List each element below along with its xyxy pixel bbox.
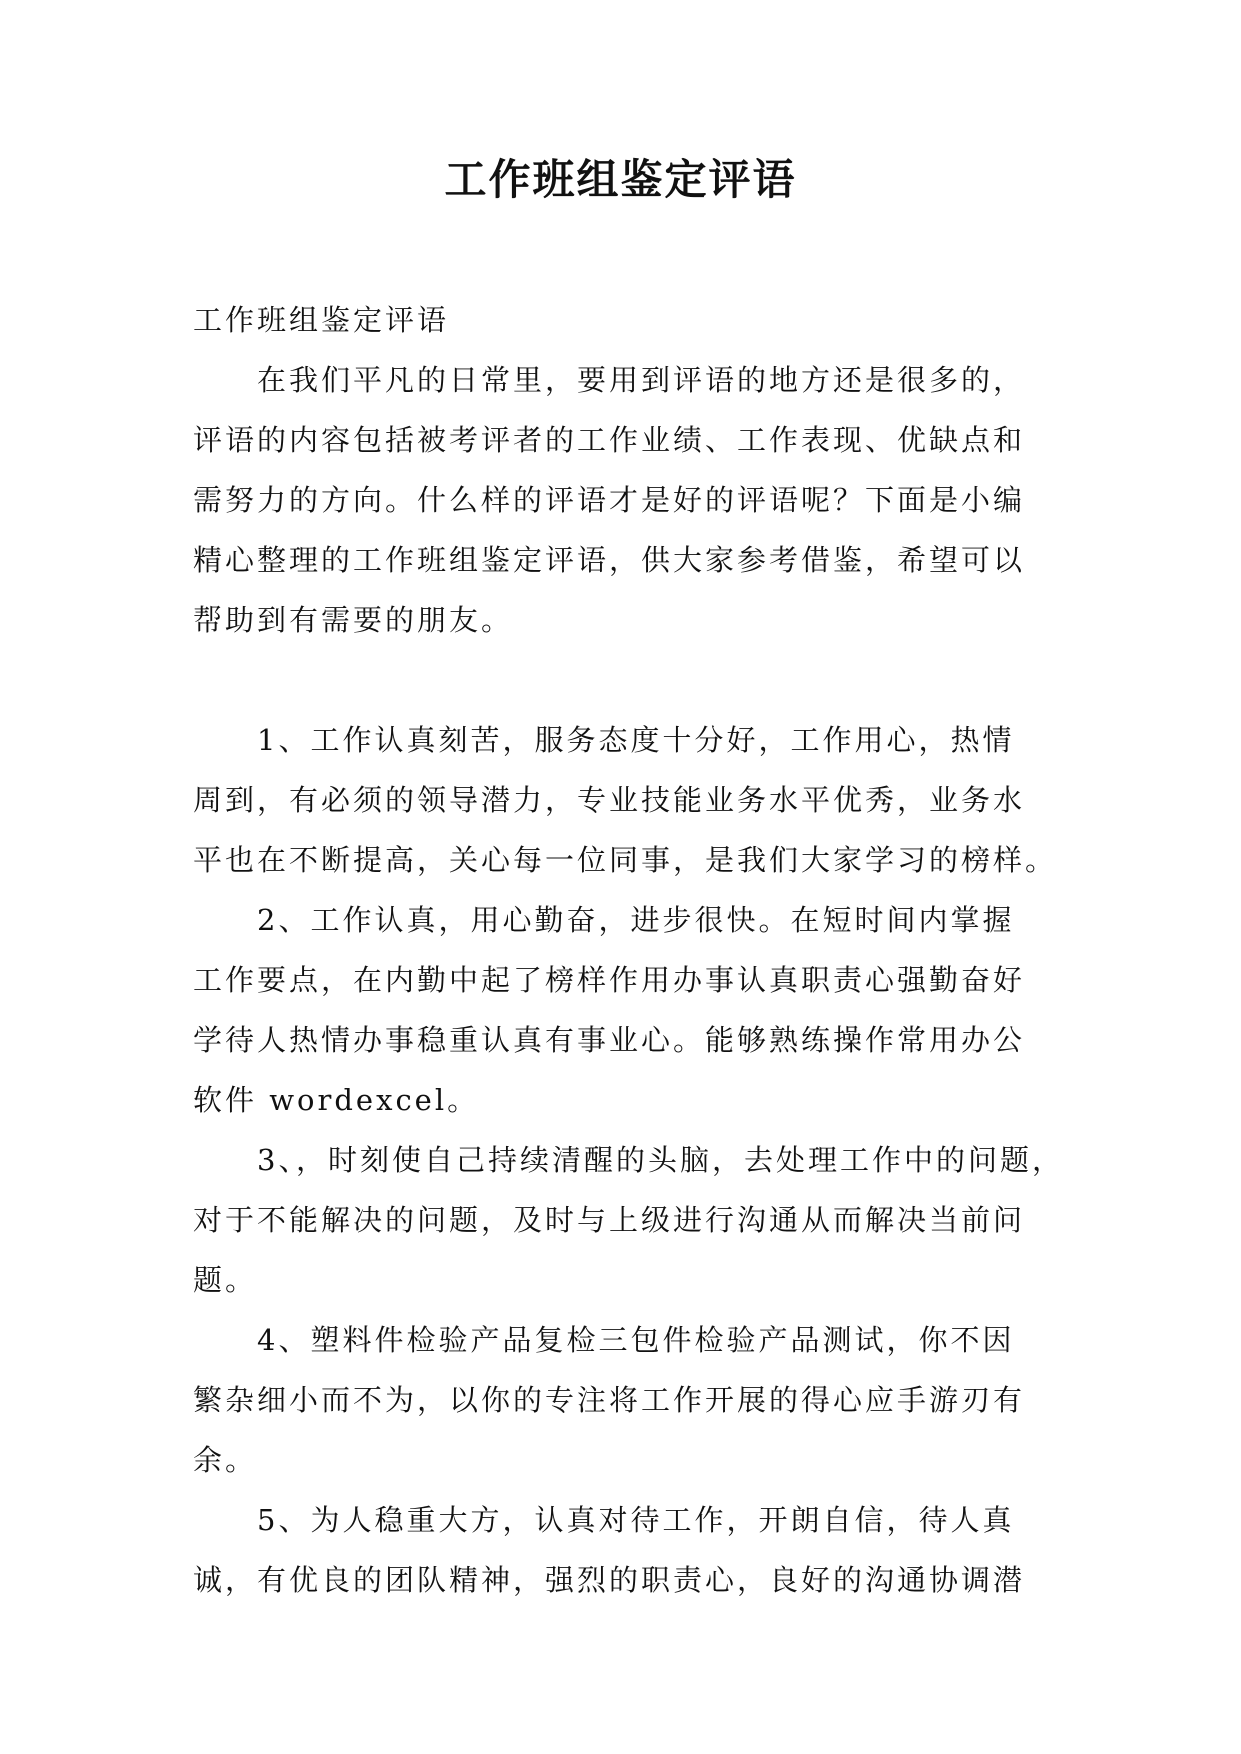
paragraph-line: 在我们平凡的日常里，要用到评语的地方还是很多的， [257, 363, 1026, 397]
paragraph-line: 4、塑料件检验产品复检三包件检验产品测试，你不因 [257, 1323, 1015, 1357]
paragraph-line: 帮助到有需要的朋友。 [193, 603, 514, 637]
paragraph-line: 需努力的方向。什么样的评语才是好的评语呢？下面是小编 [193, 483, 1026, 517]
paragraph-line: 学待人热情办事稳重认真有事业心。能够熟练操作常用办公 [193, 1023, 1026, 1057]
paragraph-line: 诚，有优良的团队精神，强烈的职责心，良好的沟通协调潜 [193, 1563, 1026, 1597]
paragraph-spacer [193, 650, 1068, 710]
paragraph-line: 题。 [193, 1263, 258, 1297]
paragraph-line: 平也在不断提高，关心每一位同事，是我们大家学习的榜样。 [193, 843, 1058, 877]
document-subtitle: 工作班组鉴定评语 [193, 303, 450, 337]
paragraph-line: 精心整理的工作班组鉴定评语，供大家参考借鉴，希望可以 [193, 543, 1026, 577]
paragraph-line: 1、工作认真刻苦，服务态度十分好，工作用心，热情 [257, 723, 1015, 757]
paragraph-line: 软件 wordexcel。 [193, 1083, 480, 1117]
page-title: 工作班组鉴定评语 [444, 155, 797, 204]
document-body [193, 290, 1068, 1610]
comment-item-1 [193, 710, 1068, 890]
paragraph-line: 3、，时刻使自己持续清醒的头脑，去处理工作中的问题， [257, 1143, 1064, 1177]
intro-paragraph [193, 350, 1068, 650]
paragraph-line: 余。 [193, 1443, 258, 1477]
comment-item-2 [193, 890, 1068, 1130]
paragraph-line: 工作要点，在内勤中起了榜样作用办事认真职责心强勤奋好 [193, 963, 1026, 997]
paragraph-line: 5、为人稳重大方，认真对待工作，开朗自信，待人真 [257, 1503, 1015, 1537]
paragraph-line: 周到，有必须的领导潜力，专业技能业务水平优秀，业务水 [193, 783, 1026, 817]
comment-item-3 [193, 1130, 1068, 1310]
paragraph-line: 对于不能解决的问题，及时与上级进行沟通从而解决当前问 [193, 1203, 1026, 1237]
paragraph-line: 繁杂细小而不为，以你的专注将工作开展的得心应手游刃有 [193, 1383, 1026, 1417]
paragraph-line: 2、工作认真，用心勤奋，进步很快。在短时间内掌握 [257, 903, 1015, 937]
comment-item-5 [193, 1490, 1068, 1610]
paragraph-line: 评语的内容包括被考评者的工作业绩、工作表现、优缺点和 [193, 423, 1026, 457]
comment-item-4 [193, 1310, 1068, 1490]
